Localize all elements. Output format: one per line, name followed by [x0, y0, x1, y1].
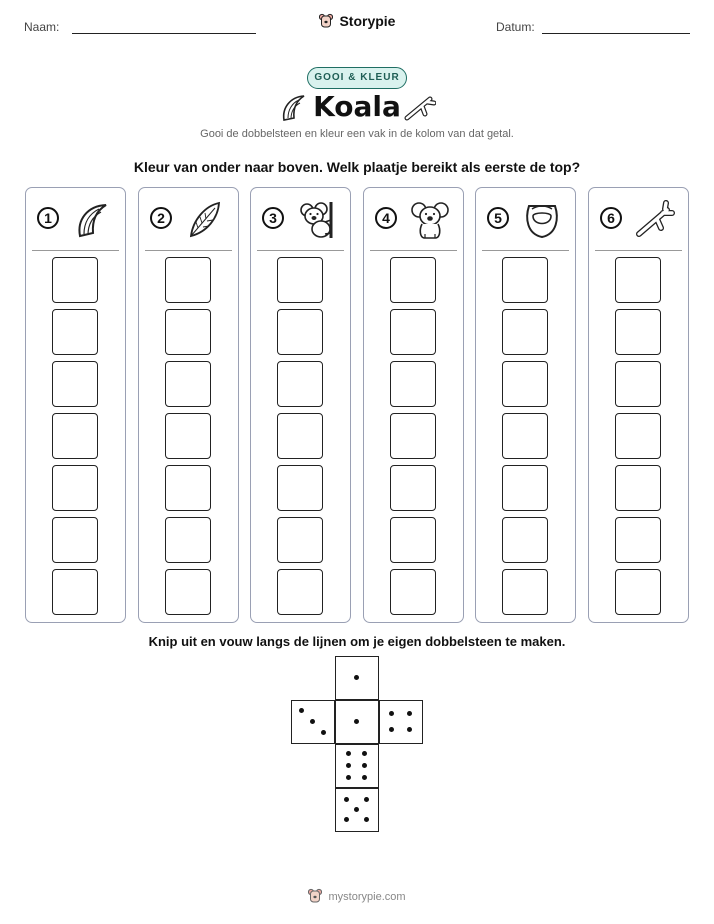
die-face-1: [335, 656, 379, 700]
color-cell[interactable]: [277, 465, 323, 511]
color-cell[interactable]: [165, 517, 211, 563]
color-cell[interactable]: [52, 361, 98, 407]
die-pip: [354, 807, 359, 812]
column-number: 3: [262, 207, 284, 229]
column-5: [475, 187, 576, 623]
koala-logo-icon: [319, 13, 333, 29]
color-cell[interactable]: [277, 309, 323, 355]
instruction-bottom: Knip uit en vouw langs de lijnen om je eigen dobbelsteen te maken.: [148, 634, 566, 649]
color-cell[interactable]: [502, 361, 548, 407]
column-number: 2: [150, 207, 172, 229]
branch-icon: [404, 94, 436, 122]
column-6: [588, 187, 689, 623]
color-cell[interactable]: [502, 517, 548, 563]
name-line[interactable]: [72, 33, 256, 34]
die-pip: [389, 711, 394, 716]
color-cell[interactable]: [277, 517, 323, 563]
color-cell[interactable]: [165, 309, 211, 355]
color-cell[interactable]: [390, 569, 436, 615]
color-cell[interactable]: [165, 257, 211, 303]
sitting-koala-icon: [410, 200, 450, 240]
footer: [0, 888, 714, 904]
color-cell[interactable]: [615, 361, 661, 407]
color-cell[interactable]: [390, 517, 436, 563]
page-title: Koala: [313, 90, 401, 123]
die-face-5: [335, 788, 379, 832]
color-cell[interactable]: [615, 257, 661, 303]
koala-logo-icon: [308, 888, 322, 904]
column-divider: [595, 250, 682, 251]
instruction-top: Kleur van onder naar boven. Welk plaatje bereikt als eerste de top?: [133, 159, 581, 175]
brand-name: Storypie: [339, 13, 396, 29]
column-divider: [482, 250, 569, 251]
die-pip: [354, 675, 359, 680]
die-face-3: [291, 700, 335, 744]
color-cell[interactable]: [52, 257, 98, 303]
color-cell[interactable]: [502, 309, 548, 355]
color-cell[interactable]: [390, 309, 436, 355]
color-cell[interactable]: [165, 569, 211, 615]
color-cell[interactable]: [52, 517, 98, 563]
color-cell[interactable]: [502, 257, 548, 303]
color-cell[interactable]: [165, 413, 211, 459]
die-face-1: [335, 700, 379, 744]
column-divider: [32, 250, 119, 251]
die-pip: [364, 817, 369, 822]
column-4: [363, 187, 464, 623]
color-cell[interactable]: [502, 413, 548, 459]
column-divider: [257, 250, 344, 251]
color-cell[interactable]: [502, 569, 548, 615]
claw-icon: [72, 200, 112, 240]
die-pip: [362, 763, 367, 768]
color-cell[interactable]: [277, 569, 323, 615]
column-divider: [145, 250, 232, 251]
color-cell[interactable]: [615, 413, 661, 459]
die-pip: [310, 719, 315, 724]
die-pip: [354, 719, 359, 724]
column-2: [138, 187, 239, 623]
die-face-6: [335, 744, 379, 788]
eucalyptus-leaf-icon: [185, 200, 225, 240]
die-pip: [346, 763, 351, 768]
column-number: 5: [487, 207, 509, 229]
die-pip: [299, 708, 304, 713]
die-pip: [346, 751, 351, 756]
column-3: [250, 187, 351, 623]
color-cell[interactable]: [390, 465, 436, 511]
color-cell[interactable]: [277, 413, 323, 459]
color-cell[interactable]: [165, 465, 211, 511]
name-label: Naam:: [24, 20, 60, 34]
column-divider: [370, 250, 457, 251]
die-face-4: [379, 700, 423, 744]
color-cell[interactable]: [52, 309, 98, 355]
column-1: [25, 187, 126, 623]
footer-url[interactable]: mystorypie.com: [328, 891, 406, 903]
die-pip: [344, 797, 349, 802]
page-subtitle: Gooi de dobbelsteen en kleur een vak in de kolom van dat getal.: [200, 128, 514, 140]
activity-badge: GOOI & KLEUR: [307, 67, 407, 89]
color-cell[interactable]: [390, 257, 436, 303]
die-pip: [362, 775, 367, 780]
color-cell[interactable]: [615, 569, 661, 615]
column-number: 4: [375, 207, 397, 229]
die-pip: [407, 727, 412, 732]
die-pip: [407, 711, 412, 716]
branch-icon: [635, 200, 675, 240]
die-pip: [346, 775, 351, 780]
color-cell[interactable]: [615, 517, 661, 563]
color-cell[interactable]: [615, 309, 661, 355]
die-pip: [364, 797, 369, 802]
column-number: 1: [37, 207, 59, 229]
color-cell[interactable]: [52, 413, 98, 459]
die-pip: [344, 817, 349, 822]
color-cell[interactable]: [165, 361, 211, 407]
date-line[interactable]: [542, 33, 690, 34]
color-cell[interactable]: [52, 465, 98, 511]
color-cell[interactable]: [390, 361, 436, 407]
brand-logo: [0, 13, 714, 29]
color-cell[interactable]: [390, 413, 436, 459]
date-label: Datum:: [496, 20, 535, 34]
color-cell[interactable]: [277, 361, 323, 407]
pouch-icon: [522, 200, 562, 240]
color-cell[interactable]: [502, 465, 548, 511]
color-cell[interactable]: [277, 257, 323, 303]
climbing-koala-icon: [297, 200, 337, 240]
die-pip: [389, 727, 394, 732]
column-number: 6: [600, 207, 622, 229]
color-cell[interactable]: [52, 569, 98, 615]
die-pip: [362, 751, 367, 756]
color-cell[interactable]: [615, 465, 661, 511]
die-pip: [321, 730, 326, 735]
